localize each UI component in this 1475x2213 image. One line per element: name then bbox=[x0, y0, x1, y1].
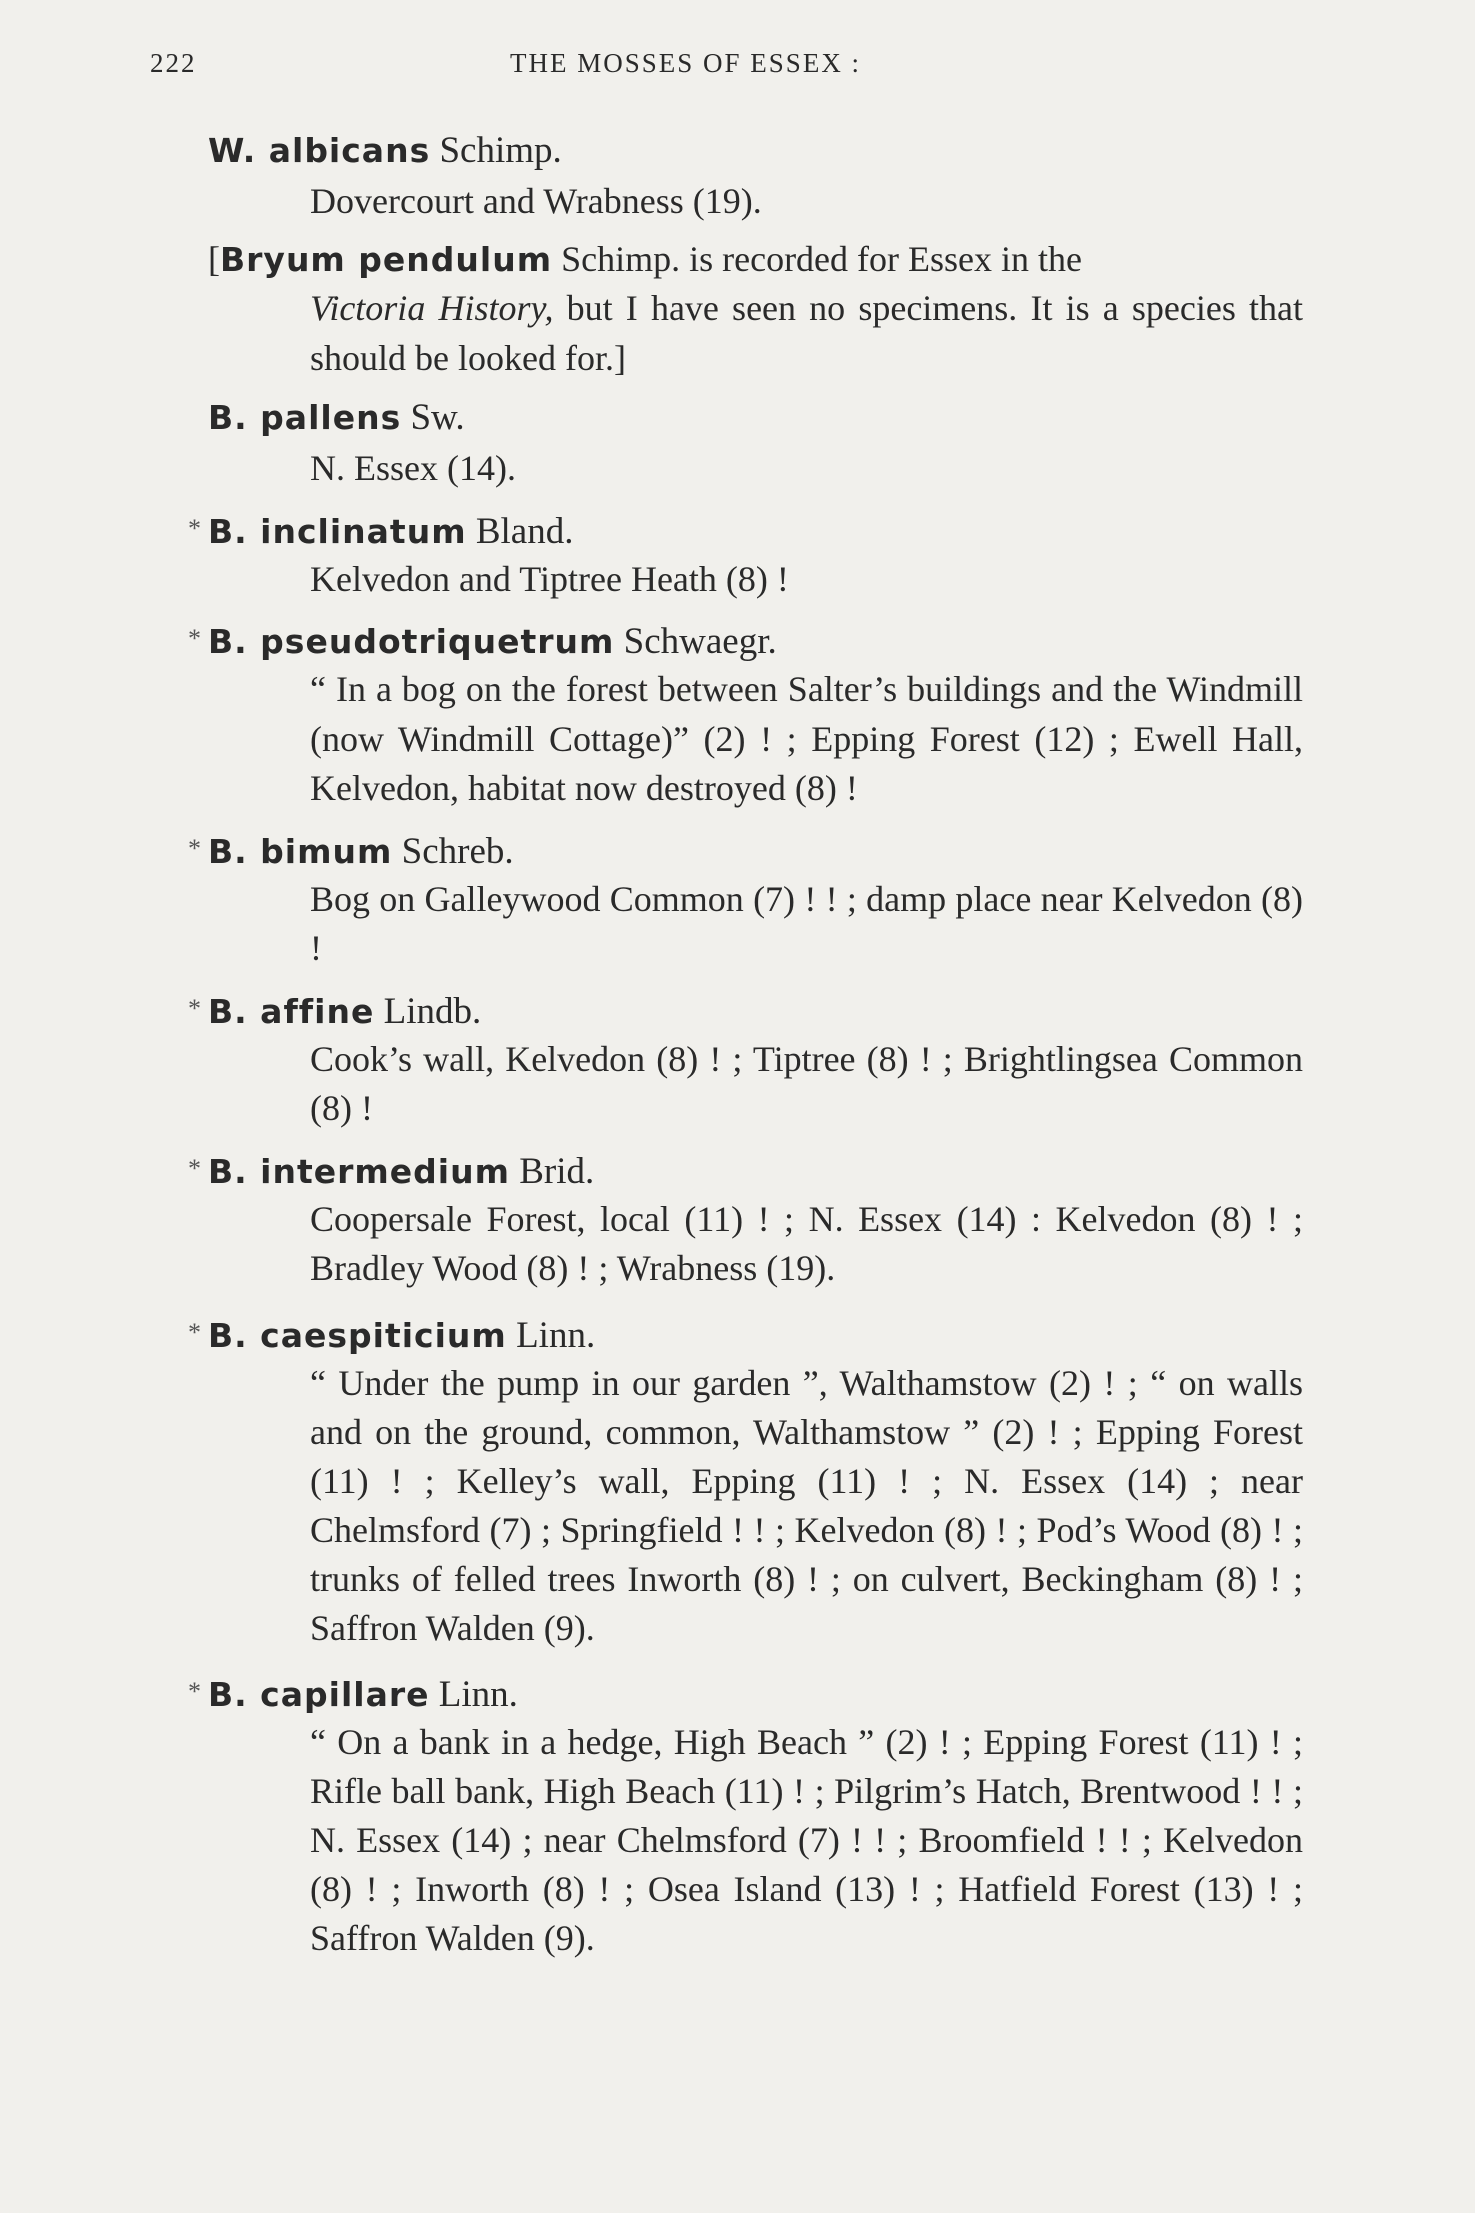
running-title: THE MOSSES OF ESSEX : bbox=[510, 48, 862, 78]
running-head bbox=[150, 48, 1300, 84]
species-entry bbox=[188, 1665, 1303, 1963]
species-author: Brid. bbox=[519, 1150, 595, 1192]
new-record-asterisk: * bbox=[188, 1317, 201, 1347]
species-entry bbox=[188, 502, 1303, 605]
species-author: Bland. bbox=[475, 510, 574, 552]
species-localities: “ On a bank in a hedge, High Beach ” (2) ! ; Epping Forest (11) ! ; Rifle ball bank, High Beach (11) ! ; Pilgrim’s Hatch, Brentwood ! ! ; N. Essex (14) ; near Chelmsford (7) ! ! ; Broomfield ! ! ; Kelvedon (8) ! ; Inworth (8) ! ; Osea Island (13) ! ; Hatfield Forest (13) ! ; Saffron Walden (9). bbox=[310, 1721, 1303, 1958]
species-name: B. affine bbox=[208, 991, 375, 1031]
species-heading bbox=[188, 612, 1303, 665]
species-name: B. bimum bbox=[208, 831, 393, 871]
species-author: Schimp. bbox=[439, 130, 562, 171]
note-bracket: [ bbox=[208, 238, 220, 279]
species-heading bbox=[208, 124, 1303, 177]
new-record-asterisk: * bbox=[188, 1153, 201, 1183]
species-localities: Cook’s wall, Kelvedon (8) ! ; Tiptree (8) ! ; Brightlingsea Common (8) ! bbox=[310, 1038, 1303, 1128]
new-record-asterisk: * bbox=[188, 513, 201, 543]
species-heading bbox=[188, 502, 1303, 555]
species-author: Schwaegr. bbox=[623, 621, 777, 662]
species-name: B. capillare bbox=[208, 1674, 430, 1714]
species-name: B. caespiticium bbox=[208, 1315, 507, 1355]
species-heading bbox=[188, 822, 1303, 875]
note-continuation bbox=[310, 284, 1303, 383]
species-localities: Dovercourt and Wrabness (19). bbox=[310, 181, 762, 221]
species-entry bbox=[208, 391, 1303, 494]
species-author: Sw. bbox=[410, 397, 465, 438]
species-entry bbox=[188, 822, 1303, 974]
species-heading bbox=[208, 391, 1303, 444]
species-author: Linn. bbox=[438, 1673, 518, 1715]
species-entry bbox=[188, 1142, 1303, 1294]
new-record-asterisk: * bbox=[188, 624, 201, 653]
species-list bbox=[188, 124, 1303, 1963]
species-name: B. pallens bbox=[208, 398, 402, 437]
species-name: Bryum pendulum bbox=[220, 239, 553, 279]
note-text: Schimp. is recorded for Essex in the bbox=[561, 238, 1082, 279]
species-localities: Coopersale Forest, local (11) ! ; N. Essex (14) : Kelvedon (8) ! ; Bradley Wood (8) ! ; Wrabness (19). bbox=[310, 1198, 1303, 1288]
new-record-asterisk: * bbox=[188, 1676, 201, 1706]
species-entry bbox=[188, 612, 1303, 814]
species-author: Lindb. bbox=[383, 990, 482, 1032]
species-localities: “ In a bog on the forest between Salter’s buildings and the Windmill (now Windmill Cottage)” (2) ! ; Epping Forest (12) ; Ewell Hall, Kelvedon, habitat now destroyed (8) ! bbox=[310, 669, 1303, 808]
species-heading bbox=[188, 982, 1303, 1035]
note-text: but I have seen no specimens. It is a species that should be looked for.] bbox=[310, 288, 1303, 378]
species-entry bbox=[188, 982, 1303, 1134]
species-author: Schreb. bbox=[401, 830, 514, 872]
species-name: B. intermedium bbox=[208, 1151, 510, 1191]
species-name: B. pseudotriquetrum bbox=[208, 622, 615, 661]
species-localities: “ Under the pump in our garden ”, Walthamstow (2) ! ; “ on walls and on the ground, common, Walthamstow ” (2) ! ; Epping Forest (11) ! ; Kelley’s wall, Epping (11) ! ; N. Essex (14) ; near Chelmsford (7) ; Springfield ! ! ; Kelvedon (8) ! ; Pod’s Wood (8) ! ; trunks of felled trees Inworth (8) ! ; on culvert, Beckingham (8) ! ; Saffron Walden (9). bbox=[310, 1362, 1303, 1648]
species-name: W. albicans bbox=[208, 131, 431, 170]
species-author: Linn. bbox=[516, 1314, 596, 1356]
species-name: B. inclinatum bbox=[208, 511, 467, 551]
page-number: 222 bbox=[150, 48, 197, 78]
species-heading bbox=[188, 1306, 1303, 1359]
note-italic-title: Victoria History, bbox=[310, 288, 554, 328]
species-heading bbox=[188, 1665, 1303, 1718]
new-record-asterisk: * bbox=[188, 833, 201, 863]
species-entry bbox=[208, 124, 1303, 227]
species-heading bbox=[188, 1142, 1303, 1195]
species-localities: N. Essex (14). bbox=[310, 448, 516, 488]
new-record-asterisk: * bbox=[188, 993, 201, 1023]
species-localities: Kelvedon and Tiptree Heath (8) ! bbox=[310, 558, 789, 599]
species-note bbox=[208, 235, 1303, 384]
species-localities: Bog on Galleywood Common (7) ! ! ; damp place near Kelvedon (8) ! bbox=[310, 878, 1303, 968]
species-entry bbox=[188, 1306, 1303, 1653]
